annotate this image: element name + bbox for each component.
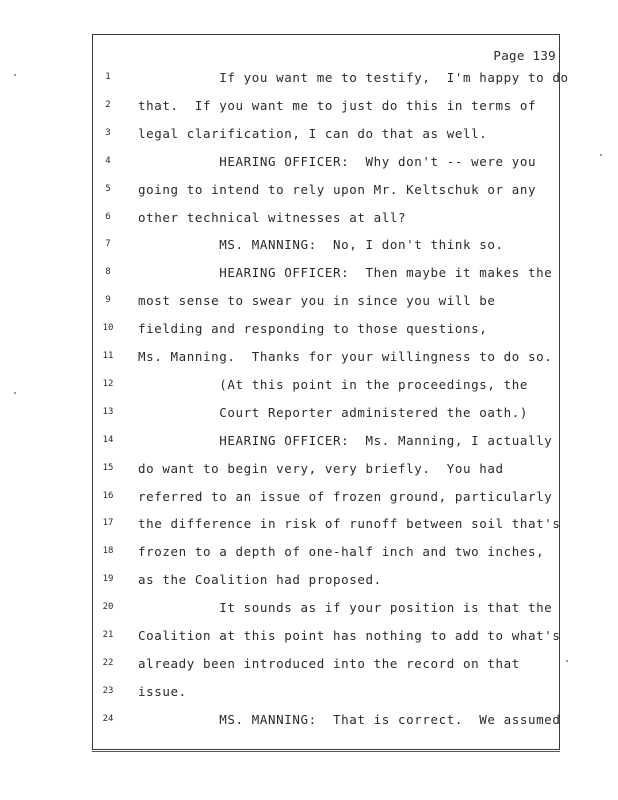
line-number: 20 [102, 602, 114, 612]
line-number: 6 [105, 212, 111, 222]
line-number: 23 [102, 686, 114, 696]
transcript-line: that. If you want me to just do this in terms of [138, 98, 537, 113]
transcript-line: MS. MANNING: That is correct. We assumed [138, 712, 561, 727]
line-number: 16 [102, 491, 114, 501]
transcript-line: HEARING OFFICER: Why don't -- were you [138, 154, 537, 169]
line-number: 8 [105, 267, 111, 277]
line-number: 10 [102, 323, 114, 333]
transcript-line: going to intend to rely upon Mr. Keltschuk or any [138, 182, 537, 197]
line-number: 11 [102, 351, 114, 361]
transcript-line: referred to an issue of frozen ground, particularly [138, 489, 553, 504]
transcript-line: legal clarification, I can do that as well. [138, 126, 488, 141]
line-number: 24 [102, 714, 114, 724]
scan-speck [600, 154, 602, 156]
transcript-line: frozen to a depth of one-half inch and two inches, [138, 544, 545, 559]
transcript-line: HEARING OFFICER: Then maybe it makes the [138, 265, 553, 280]
line-number: 2 [105, 100, 111, 110]
transcript-line: Court Reporter administered the oath.) [138, 405, 529, 420]
line-number: 18 [102, 546, 114, 556]
transcript-line: other technical witnesses at all? [138, 210, 407, 225]
line-number: 4 [105, 156, 111, 166]
bottom-rule [92, 751, 560, 752]
line-number: 7 [105, 239, 111, 249]
line-number: 22 [102, 658, 114, 668]
scan-speck [14, 392, 16, 394]
line-number: 3 [105, 128, 111, 138]
transcript-line: Ms. Manning. Thanks for your willingness to do so. [138, 349, 553, 364]
scan-speck [566, 660, 568, 662]
transcript-line: most sense to swear you in since you will be [138, 293, 496, 308]
line-number: 12 [102, 379, 114, 389]
transcript-line: do want to begin very, very briefly. You had [138, 461, 504, 476]
transcript-line: issue. [138, 684, 187, 699]
line-number: 1 [105, 72, 111, 82]
line-number: 19 [102, 574, 114, 584]
transcript-line: It sounds as if your position is that the [138, 600, 553, 615]
transcript-line: If you want me to testify, I'm happy to do [138, 70, 569, 85]
line-number: 13 [102, 407, 114, 417]
transcript-line: HEARING OFFICER: Ms. Manning, I actually [138, 433, 553, 448]
transcript-line: (At this point in the proceedings, the [138, 377, 529, 392]
transcript-line: as the Coalition had proposed. [138, 572, 382, 587]
line-number: 9 [105, 295, 111, 305]
transcript-line: fielding and responding to those questions, [138, 321, 488, 336]
page-number: Page 139 [493, 48, 556, 63]
scan-speck [14, 74, 16, 76]
transcript-line: MS. MANNING: No, I don't think so. [138, 237, 504, 252]
line-number: 21 [102, 630, 114, 640]
transcript-line: the difference in risk of runoff between soil that's [138, 516, 561, 531]
line-number: 15 [102, 463, 114, 473]
transcript-line: already been introduced into the record on that [138, 656, 520, 671]
transcript-line: Coalition at this point has nothing to add to what's [138, 628, 561, 643]
line-number: 14 [102, 435, 114, 445]
line-number: 5 [105, 184, 111, 194]
line-number: 17 [102, 518, 114, 528]
